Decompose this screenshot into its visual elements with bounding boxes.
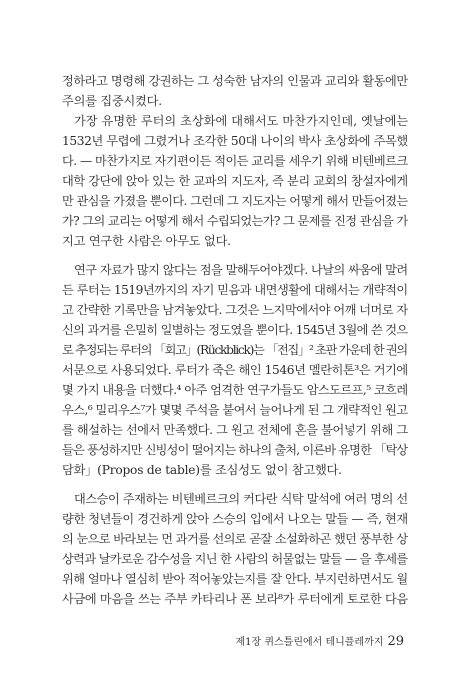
text-line: 1532년 무렵에 그렸거나 조각한 50대 나이의 박사 초상화에 주목했 — [62, 134, 408, 148]
text-line: 사금에 마음을 쓰는 주부 카타리나 폰 보라⁸가 루터에게 토로한 다음 — [62, 592, 408, 606]
text-line: 가장 유명한 루터의 초상화에 대해서도 마찬가지인데, 옛날에는 — [74, 114, 409, 128]
text-line: 담화」(Propos de table)를 조심성도 없이 참고했다. — [62, 463, 342, 477]
text-line: 몇 가지 내용을 더했다.⁴ 아주 엄격한 연구가들도 암스도르프,⁵ 코흐레 — [62, 383, 408, 397]
text-line: 들은 풍성하지만 신빙성이 떨어지는 하나의 출처, 이른바 유명한 「탁상 — [62, 443, 408, 457]
text-line: 정하라고 명령해 강권하는 그 성숙한 남자의 인물과 교리와 활동에만 — [62, 74, 408, 88]
text-line: 량한 청년들이 경건하게 앉아 스승의 입에서 나오는 말들 — 즉, 현재 — [62, 512, 408, 526]
chapter-title: 제1장 퀴스틀린에서 테니플레까지 — [235, 637, 384, 648]
text-line: 를 해설하는 선에서 만족했다. 그 원고 전체에 혼을 불어넣기 위해 그 — [62, 423, 408, 437]
text-line: 위해 얼마나 열심히 받아 적어놓았는지를 잘 안다. 부지런하면서도 월 — [62, 572, 408, 586]
text-line: 만 관심을 가졌을 뿐이다. 그런데 그 지도자는 어떻게 해서 만들어졌는 — [62, 194, 408, 208]
text-line: 주의를 집중시켰다. — [62, 94, 162, 108]
text-line: 신의 과거를 은밀히 일별하는 정도였을 뿐이다. 1545년 3월에 쓴 것으 — [62, 323, 408, 337]
text-line: 지고 연구한 사람은 아무도 없다. — [62, 234, 231, 248]
page-number: 29 — [387, 634, 404, 649]
text-line: 로 추정되는 루터의 「회고」(Rückblick)는 「전집」² 초판 가운데 한 권의 — [62, 343, 407, 357]
text-line: 의 눈으로 바라보는 먼 과거를 선의로 곧잘 소설화하곤 했던 풍부한 상 — [62, 532, 408, 546]
text-line: 든 루터는 1519년까지의 자기 믿음과 내면생활에 대해서는 개략적이 — [62, 283, 408, 297]
text-line: 우스,⁶ 밀리우스⁷가 몇몇 주석을 붙여서 늘어나게 된 그 개략적인 원고 — [62, 403, 408, 417]
running-footer — [235, 634, 404, 651]
text-line: 상력과 날카로운 감수성을 지닌 한 사람의 허물없는 말들 — 을 후세를 — [62, 552, 408, 566]
text-line: 대학 강단에 앉아 있는 한 교파의 지도자, 즉 분리 교회의 창설자에게 — [62, 174, 408, 188]
text-line: 다. — 마찬가지로 자기편이든 적이든 교리를 세우기 위해 비텐베르크 — [62, 154, 408, 168]
text-line: 가? 그의 교리는 어떻게 해서 수립되었는가? 그 문제를 진정 관심을 가 — [62, 214, 408, 228]
text-line: 고 간략한 기록만을 남겨놓았다. 그것은 느지막에서야 어깨 너머로 자 — [62, 303, 408, 317]
text-line: 대스승이 주재하는 비텐베르크의 커다란 식탁 말석에 여러 명의 선 — [74, 492, 408, 506]
text-line: 연구 자료가 많지 않다는 점을 말해두어야겠다. 나날의 싸움에 말려 — [74, 263, 408, 277]
text-line: 서문으로 사용되었다. 루터가 죽은 해인 1546년 멜란히톤³은 거기에 — [62, 363, 408, 377]
